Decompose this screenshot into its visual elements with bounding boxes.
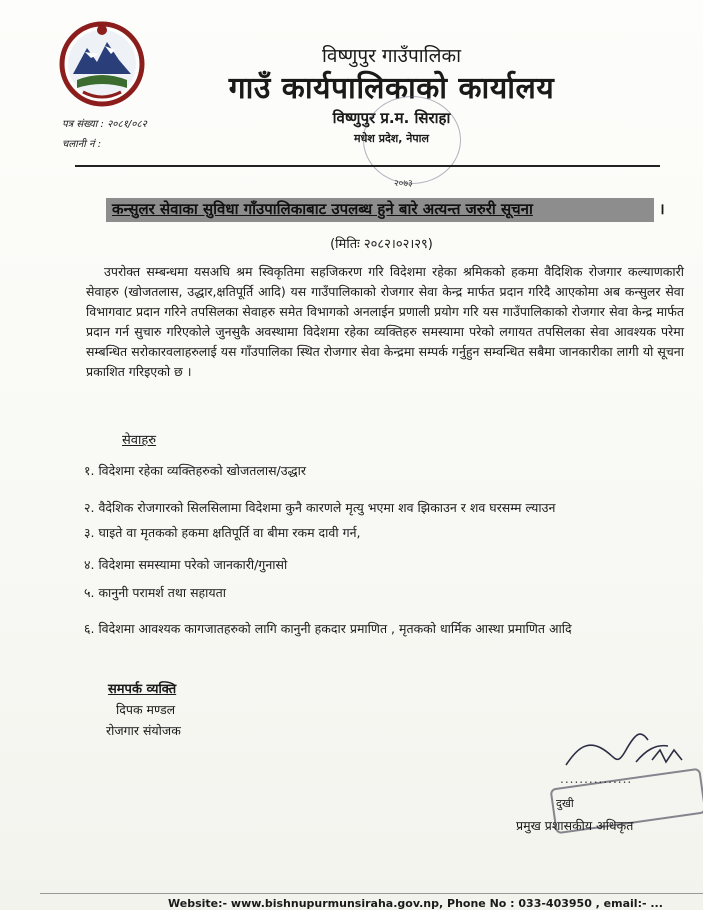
service-item: ४. विदेशमा समस्यामा परेको जानकारी/गुनासो	[84, 557, 288, 572]
office-title: गाउँ कार्यपालिकाको कार्यालय	[228, 71, 555, 106]
contact-title: समपर्क व्यक्ति	[108, 682, 177, 697]
notice-headline: कन्सुलर सेवाका सुविधा गाँउपालिकाबाट उपलब्ध हुने बारे अत्यन्त जरुरी सूचना	[112, 200, 533, 218]
headline-end-mark: ।	[659, 200, 665, 218]
office-seal-stamp	[363, 96, 461, 184]
service-item: ५. कानुनी परामर्श तथा सहायता	[84, 585, 227, 600]
municipality-name: विष्णुपुर गाउँपालिका	[321, 45, 461, 67]
contact-role: रोजगार संयोजक	[106, 723, 181, 738]
notice-headline-block	[106, 196, 665, 224]
header-divider	[75, 165, 660, 167]
service-item: १. विदेशमा रहेका व्यक्तिहरुको खोजतलास/उद्धार	[84, 463, 306, 478]
stamp-year: २०७३	[394, 179, 413, 189]
service-item: ६. विदेशमा आवश्यक कागजातहरुको लागि कानुनी हकदार प्रमाणित , मृतकको धार्मिक आस्था प्रमाणित आदि	[84, 621, 572, 636]
address-line-1: विष्णुपुर प्र.म. सिराहा	[332, 109, 451, 127]
notice-body: उपरोक्त सम्बन्धमा यसअघि श्रम स्विकृतिमा सहजिकरण गरि विदेशमा रहेका श्रमिकको हकमा वैदिशिक रोजगार कल्याणकारी सेवाहरु (खोजतलास, उद्धार,क्षतिपूर्ति आदि) यस गाउँपालिकाको रोजगार सेवा केन्द्र मार्फत प्रदान गरिदै आएकोमा अब कन्सुलर सेवा विभागवाट प्रदान गरिने तपसिलका सेवाहरु समेत विभागको अनलाईन प्रणाली प्रयोग गरि यस गाउँपालिकाको रोजगार सेवा केन्द्र मार्फत प्रदान गर्न सुचारु गरिएकोले जुनसुकै अवस्थामा विदेशमा रहेका व्यक्तिहरु समस्यामा परेको लगायत तपसिलका सेवा आवश्यक परेमा सम्बन्धित सरोकारवलाहरुलाई यस गाँउपालिका स्थित रोजगार सेवा केन्द्रमा सम्पर्क गर्नुहुन सम्वन्धित सबैमा जानकारीका लागी यो सूचना प्रकाशित गरिइएको छ ।	[86, 264, 684, 379]
address-line-2: मधेश प्रदेश, नेपाल	[354, 132, 429, 145]
footer-contact: Website:- www.bishnupurmunsiraha.gov.np, Phone No : 033-403950 , email:- ...	[168, 897, 663, 910]
signature-dots: ...............	[560, 772, 633, 786]
footer-divider	[40, 893, 703, 894]
reference-number: पत्र संख्या : २०८१/०८२	[62, 119, 147, 130]
service-item: ३. घाइते वा मृतकको हकमा क्षतिपूर्ति वा बीमा रकम दावी गर्न,	[84, 525, 361, 540]
officer-title: प्रमुख प्रशासकीय अधिकृत	[516, 818, 634, 833]
contact-name: दिपक मण्डल	[116, 702, 176, 717]
dispatch-number: चलानी नं :	[62, 139, 102, 150]
notice-date: (मितिः २०८२।०२।२९)	[330, 237, 433, 252]
services-title: सेवाहरु	[122, 433, 157, 448]
service-item: २. वैदेशिक रोजगारको सिलसिलामा विदेशमा कुनै कारणले मृत्यु भएमा शव झिकाउन र शव घरसम्म ल्याउन	[84, 500, 556, 515]
officer-name: दुखी	[556, 797, 574, 810]
